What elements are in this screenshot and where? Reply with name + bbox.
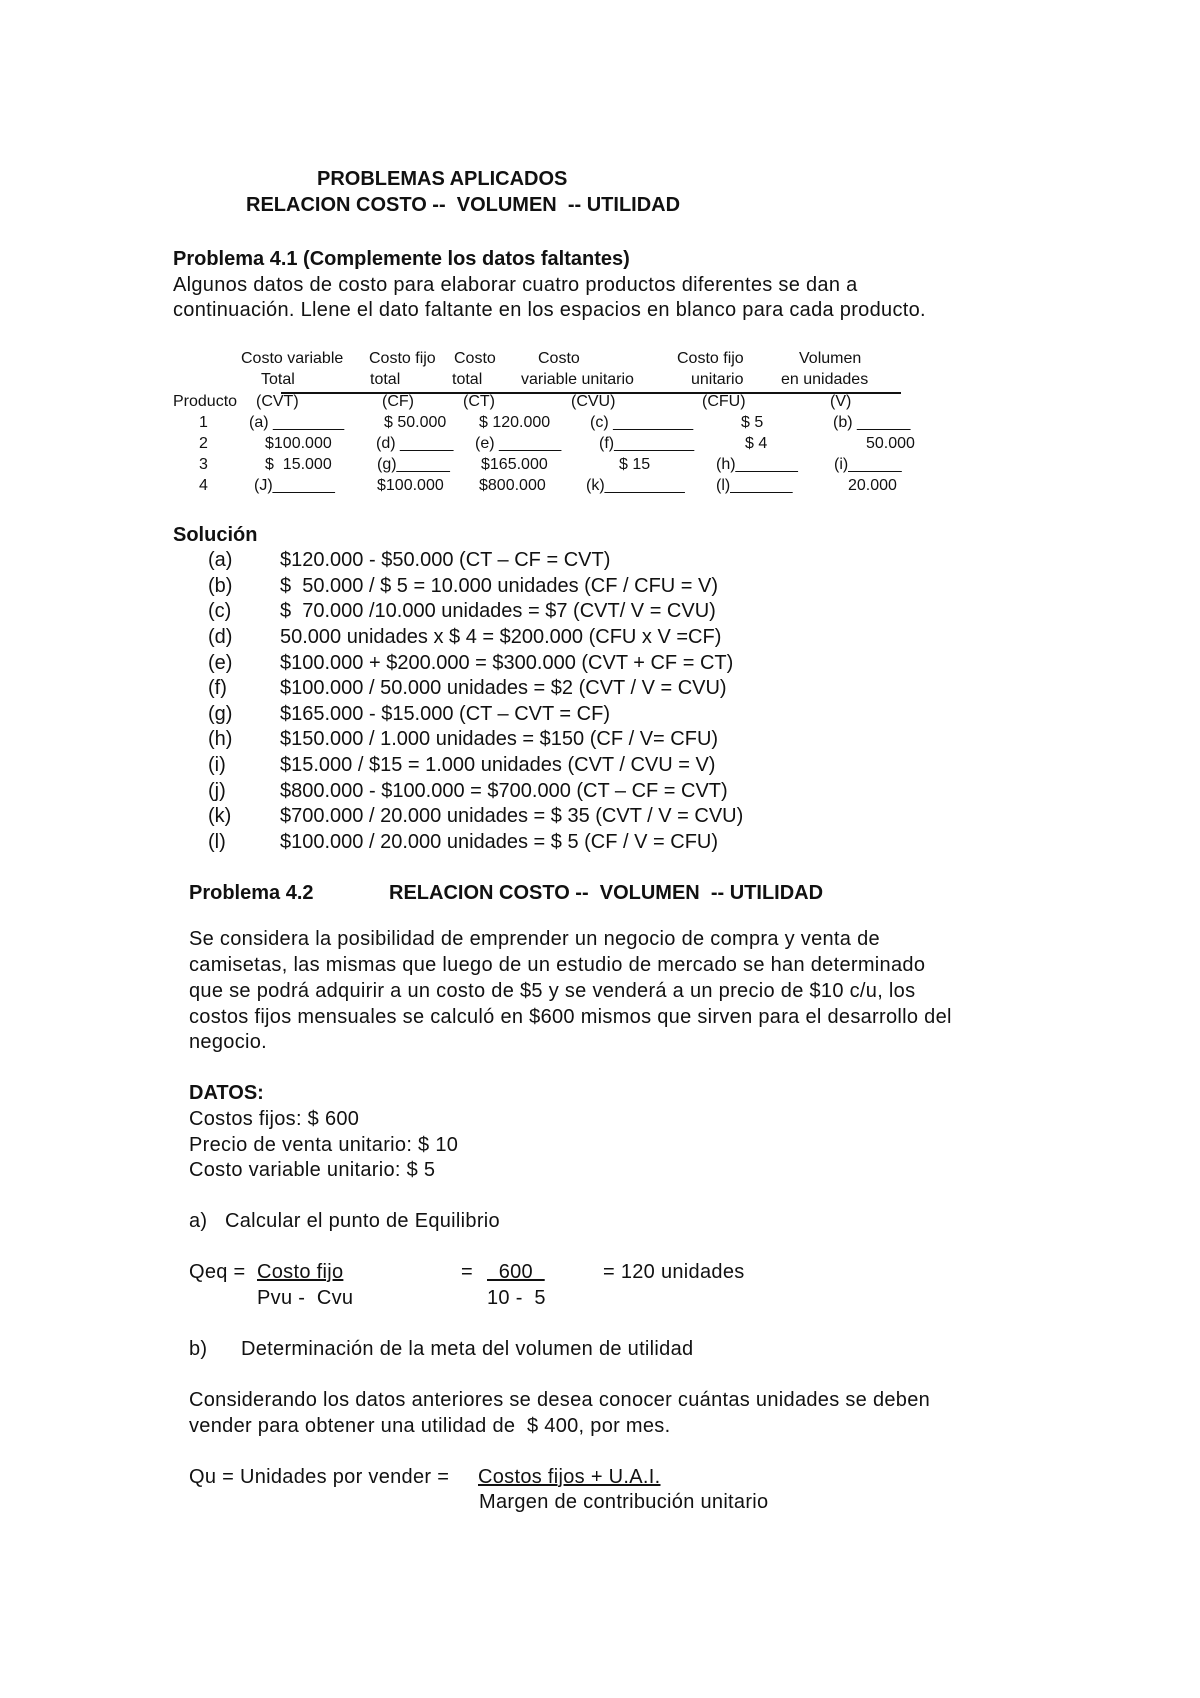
problem-1-intro-1: Algunos datos de costo para elaborar cuatro productos diferentes se dan a: [173, 274, 858, 296]
solution-row: [208, 600, 716, 623]
solution-text: $100.000 + $200.000 = $300.000 (CVT + CF = CT): [280, 652, 734, 674]
problem-1-heading: Problema 4.1 (Complemente los datos faltantes): [173, 248, 630, 270]
solution-label: (i): [208, 754, 226, 776]
table-cell: $ 4: [745, 435, 768, 452]
solution-label: (e): [208, 652, 233, 674]
part-b-text: Determinación de la meta del volumen de utilidad: [241, 1338, 694, 1360]
col-header-v-top: Volumen: [799, 350, 862, 367]
table-cell: 2: [199, 435, 208, 452]
doc-title-1: PROBLEMAS APLICADOS: [317, 168, 568, 190]
solution-row: [208, 575, 718, 598]
solution-text: $100.000 / 50.000 unidades = $2 (CVT / V = CVU): [280, 677, 727, 699]
table-cell: $ 50.000: [384, 414, 447, 431]
table-cell: (k)_________: [586, 477, 685, 494]
solution-row: [208, 805, 743, 828]
solution-row: [208, 728, 718, 751]
datos-item: Precio de venta unitario: $ 10: [189, 1134, 459, 1156]
solution-label: (a): [208, 549, 233, 571]
problem-2-paragraph-line: Se considera la posibilidad de emprender un negocio de compra y venta de: [189, 928, 880, 950]
col-header-cfu-bottom: unitario: [691, 371, 744, 388]
solution-text: $15.000 / $15 = 1.000 unidades (CVT / CVU = V): [280, 754, 716, 776]
col-header-cf-bottom: total: [370, 371, 401, 388]
datos-item: Costos fijos: $ 600: [189, 1108, 360, 1130]
part-a-text: a) Calcular el punto de Equilibrio: [189, 1210, 500, 1232]
doc-title-2: RELACION COSTO -- VOLUMEN -- UTILIDAD: [246, 194, 681, 216]
table-cell: (c) _________: [590, 414, 694, 431]
table-cell: (f)_________: [599, 435, 695, 452]
qeq-den-value: 10 - 5: [487, 1287, 546, 1309]
table-cell: 1: [199, 414, 208, 431]
table-cell: 4: [199, 477, 208, 494]
qu-denominator: Margen de contribución unitario: [479, 1491, 769, 1513]
qeq-result: = 120 unidades: [603, 1261, 745, 1283]
problem-1-intro-2: continuación. Llene el dato faltante en los espacios en blanco para cada producto.: [173, 299, 926, 321]
qu-numerator: Costos fijos + U.A.I.: [478, 1466, 661, 1488]
col-header-v-bottom: en unidades: [781, 371, 869, 388]
col-header-cfu-top: Costo fijo: [677, 350, 744, 367]
problem-2-paragraph-line: negocio.: [189, 1031, 268, 1053]
solution-row: [208, 549, 610, 572]
solution-text: $700.000 / 20.000 unidades = $ 35 (CVT / V = CVU): [280, 805, 744, 827]
table-cell: $100.000: [377, 477, 444, 494]
table-cell: (a) ________: [249, 414, 345, 431]
problem-2-heading-right: RELACION COSTO -- VOLUMEN -- UTILIDAD: [389, 882, 824, 904]
col-abbrev-ct: (CT): [463, 393, 495, 410]
table-cell: (J)_______: [254, 477, 335, 494]
solution-row: [208, 703, 610, 726]
solution-text: $150.000 / 1.000 unidades = $150 (CF / V= CFU): [280, 728, 719, 750]
qeq-lhs: Qeq =: [189, 1261, 252, 1283]
solution-row: [208, 677, 727, 700]
table-cell: 20.000: [848, 477, 897, 494]
solution-text: $ 70.000 /10.000 unidades = $7 (CVT/ V = CVU): [280, 600, 716, 622]
col-header-cvt-top: Costo variable: [241, 350, 344, 367]
solution-label: (j): [208, 780, 226, 802]
table-cell: (i)______: [834, 456, 902, 473]
solution-label: (k): [208, 805, 232, 827]
col-abbrev-cfu: (CFU): [702, 393, 746, 410]
solution-text: $120.000 - $50.000 (CT – CF = CVT): [280, 549, 611, 571]
table-cell: $ 15.000: [265, 456, 332, 473]
table-cell: (e) _______: [475, 435, 562, 452]
qu-lhs: Qu = Unidades por vender =: [189, 1466, 456, 1488]
col-abbrev-v: (V): [830, 393, 852, 410]
consider-line: vender para obtener una utilidad de $ 400, por mes.: [189, 1415, 671, 1437]
table-cell: $ 15: [619, 456, 651, 473]
col-header-cf-top: Costo fijo: [369, 350, 436, 367]
col-abbrev-cvt: (CVT): [256, 393, 299, 410]
consider-line: Considerando los datos anteriores se desea conocer cuántas unidades se deben: [189, 1389, 931, 1411]
col-abbrev-cvu: (CVU): [571, 393, 616, 410]
part-b-label: b): [189, 1338, 208, 1360]
solution-label: (d): [208, 626, 233, 648]
table-cell: (g)______: [377, 456, 450, 473]
col-header-cvt-bottom: Total: [261, 371, 295, 388]
col-abbrev-producto: Producto: [173, 393, 238, 410]
table-cell: (h)_______: [716, 456, 798, 473]
solution-label: (g): [208, 703, 233, 725]
solution-heading: Solución: [173, 524, 258, 546]
solution-label: (f): [208, 677, 227, 699]
table-cell: (b) ______: [833, 414, 911, 431]
solution-text: 50.000 unidades x $ 4 = $200.000 (CFU x V =CF): [280, 626, 722, 648]
problem-2-heading-left: Problema 4.2: [189, 882, 314, 904]
table-cell: 50.000: [866, 435, 915, 452]
datos-item: Costo variable unitario: $ 5: [189, 1159, 436, 1181]
solution-row: [208, 652, 733, 675]
table-cell: (d) ______: [376, 435, 454, 452]
table-cell: $165.000: [481, 456, 548, 473]
table-cell: 3: [199, 456, 208, 473]
solution-row: [208, 626, 721, 649]
solution-label: (b): [208, 575, 233, 597]
qeq-denominator: Pvu - Cvu: [257, 1287, 354, 1309]
solution-label: (h): [208, 728, 233, 750]
solution-text: $800.000 - $100.000 = $700.000 (CT – CF = CVT): [280, 780, 728, 802]
solution-text: $ 50.000 / $ 5 = 10.000 unidades (CF / CFU = V): [280, 575, 719, 597]
table-cell: $100.000: [265, 435, 332, 452]
col-header-cvu-bottom: variable unitario: [521, 371, 634, 388]
datos-heading: DATOS:: [189, 1082, 264, 1104]
problem-2-paragraph-line: camisetas, las mismas que luego de un estudio de mercado se han determinado: [189, 954, 926, 976]
qeq-numerator: Costo fijo: [257, 1261, 344, 1283]
table-cell: $ 5: [741, 414, 764, 431]
problem-2-paragraph-line: costos fijos mensuales se calculó en $600 mismos que sirven para el desarrollo del: [189, 1006, 952, 1028]
solution-row: [208, 780, 728, 803]
col-header-cvu-top: Costo: [538, 350, 580, 367]
table-cell: $800.000: [479, 477, 546, 494]
col-header-ct-top: Costo: [454, 350, 496, 367]
solution-text: $165.000 - $15.000 (CT – CVT = CF): [280, 703, 610, 725]
solution-text: $100.000 / 20.000 unidades = $ 5 (CF / V = CFU): [280, 831, 719, 853]
qeq-num-value: 600: [487, 1261, 545, 1283]
solution-label: (l): [208, 831, 226, 853]
col-header-ct-bottom: total: [452, 371, 483, 388]
problem-2-paragraph-line: que se podrá adquirir a un costo de $5 y se venderá a un precio de $10 c/u, los: [189, 980, 916, 1002]
solution-row: [208, 754, 715, 777]
qeq-equals: =: [461, 1261, 473, 1283]
solution-row: [208, 831, 718, 854]
table-cell: $ 120.000: [479, 414, 551, 431]
col-abbrev-cf: (CF): [382, 393, 414, 410]
solution-label: (c): [208, 600, 232, 622]
table-cell: (l)_______: [716, 477, 793, 494]
